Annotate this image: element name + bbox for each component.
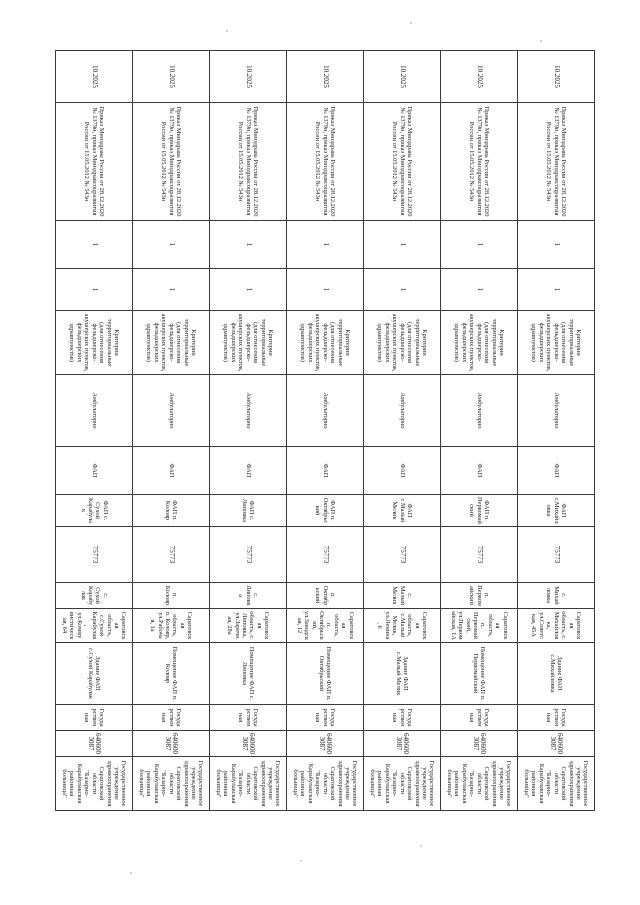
cell-value-1: 1 [56, 269, 133, 311]
cell-locality: с. Сухой Карабулак [56, 583, 133, 609]
cell-criterion: Критерии территориальные (для отнесения фельдшерско-акушерских пунктов, фельдшерских здравпунктов) [441, 311, 518, 375]
cell-locality: п. Октябрьский [287, 583, 364, 609]
cell-type: ФАП [287, 447, 364, 495]
cell-oktmo: 75773 [133, 527, 210, 583]
cell-order: Приказ Минздрава России от 28.12.2020 № 1379н, приказ Минздравсоцразвития России от 15.05.2012 № 543н [56, 103, 133, 221]
table-row [210, 51, 287, 811]
cell-value-2: 1 [133, 221, 210, 269]
cell-inn: 6406003087 [210, 731, 287, 757]
cell-address: Саратовская область, п. Октябрьский, ул.Заводская, 12 [287, 609, 364, 643]
cell-oktmo: 75773 [364, 527, 441, 583]
cell-date: 10.2025 [287, 51, 364, 103]
cell-ownership: Государственная [441, 705, 518, 731]
cell-date: 10.2025 [56, 51, 133, 103]
cell-ownership: Государственная [364, 705, 441, 731]
cell-subdivision: ФАП с. Сухой Карабулак [56, 495, 133, 527]
cell-date: 10.2025 [441, 51, 518, 103]
rotated-table-container [55, 50, 595, 810]
cell-organization: Государственное учреждение здравоохранения Саратовской области "Базарно-Карабулакская районная больница" [441, 757, 518, 811]
cell-subdivision: ФАП с. Липовка [210, 495, 287, 527]
cell-type: ФАП [518, 447, 595, 495]
cell-subdivision: ФАП п. Первомайский [441, 495, 518, 527]
cell-value-2: 1 [56, 221, 133, 269]
cell-object: Помещение ФАП п. Колояр [133, 643, 210, 705]
table-row [364, 51, 441, 811]
cell-inn: 6406003087 [364, 731, 441, 757]
cell-locality: с. Малый Мелик [364, 583, 441, 609]
cell-value-2: 1 [210, 221, 287, 269]
cell-order: Приказ Минздрава России от 28.12.2020 № 1379н, приказ Минздравсоцразвития России от 15.05.2012 № 543н [364, 103, 441, 221]
cell-value-1: 1 [133, 269, 210, 311]
cell-organization: Государственное учреждение здравоохранения Саратовской области "Базарно-Карабулакская районная больница" [287, 757, 364, 811]
cell-order: Приказ Минздрава России от 28.12.2020 № 1379н, приказ Минздравсоцразвития России от 15.05.2012 № 543н [518, 103, 595, 221]
cell-value-1: 1 [364, 269, 441, 311]
cell-organization: Государственное учреждение здравоохранения Саратовской области "Базарно-Карабулакская районная больница" [133, 757, 210, 811]
cell-oktmo: 75773 [210, 527, 287, 583]
cell-locality: с. Михайловка [518, 583, 595, 609]
cell-criterion: Критерии территориальные (для отнесения фельдшерско-акушерских пунктов, фельдшерских здравпунктов) [364, 311, 441, 375]
table-row [287, 51, 364, 811]
cell-address: Саратовская область, п. Колояр, ул.Рабочая, 1а [133, 609, 210, 643]
cell-ownership: Государственная [56, 705, 133, 731]
cell-date: 10.2025 [364, 51, 441, 103]
cell-inn: 6406003087 [287, 731, 364, 757]
cell-address: Саратовская область, с. Михайловка, ул.Советская, 45А [518, 609, 595, 643]
cell-criterion: Критерии территориальные (для отнесения фельдшерско-акушерских пунктов, фельдшерских здравпунктов) [133, 311, 210, 375]
cell-oktmo: 75773 [441, 527, 518, 583]
scan-speck [410, 22, 412, 24]
cell-date: 10.2025 [133, 51, 210, 103]
cell-address: Саратовская область, с. Липовка, ул.Заречная, 28а [210, 609, 287, 643]
cell-value-1: 1 [210, 269, 287, 311]
cell-value-2: 1 [364, 221, 441, 269]
cell-care-form: Амбулаторно [287, 375, 364, 447]
cell-organization: Государственное учреждение здравоохранения Саратовской области "Базарно-Карабулакская районная больница" [56, 757, 133, 811]
cell-organization: Государственное учреждение здравоохранения Саратовской области "Базарно-Карабулакская районная больница" [210, 757, 287, 811]
cell-type: ФАП [133, 447, 210, 495]
scan-speck [130, 872, 132, 874]
cell-date: 10.2025 [518, 51, 595, 103]
cell-value-2: 1 [287, 221, 364, 269]
cell-criterion: Критерии территориальные (для отнесения фельдшерско-акушерских пунктов, фельдшерских здравпунктов) [287, 311, 364, 375]
cell-oktmo: 75773 [287, 527, 364, 583]
table-row [441, 51, 518, 811]
table-row [56, 51, 133, 811]
table-row [133, 51, 210, 811]
cell-inn: 6406003087 [133, 731, 210, 757]
cell-oktmo: 75773 [518, 527, 595, 583]
cell-address: Саратовская область, с.Малый Мелик, ул.Ленина, 6 [364, 609, 441, 643]
cell-care-form: Амбулаторно [133, 375, 210, 447]
cell-ownership: Государственная [287, 705, 364, 731]
cell-oktmo: 75773 [56, 527, 133, 583]
cell-care-form: Амбулаторно [441, 375, 518, 447]
cell-address: Саратовская область, п. Первомайский, ул.Первомайская, 1А [441, 609, 518, 643]
cell-subdivision: ФАП п. Колояр [133, 495, 210, 527]
cell-inn: 6406003087 [518, 731, 595, 757]
cell-order: Приказ Минздрава России от 28.12.2020 № 1379н, приказ Минздравсоцразвития России от 15.05.2012 № 543н [441, 103, 518, 221]
cell-value-2: 1 [518, 221, 595, 269]
cell-organization: Государственное учреждение здравоохранения Саратовской области "Базарно-Карабулакская районная больница" [518, 757, 595, 811]
cell-type: ФАП [56, 447, 133, 495]
cell-locality: с. Липовка [210, 583, 287, 609]
cell-type: ФАП [441, 447, 518, 495]
cell-value-1: 1 [441, 269, 518, 311]
cell-subdivision: ФАП с.Малый Мелик [364, 495, 441, 527]
cell-criterion: Критерии территориальные (для отнесения фельдшерско-акушерских пунктов, фельдшерских здравпунктов) [56, 311, 133, 375]
cell-ownership: Государственная [133, 705, 210, 731]
cell-object: Здание ФАП с.Михайловка [518, 643, 595, 705]
cell-inn: 6406003087 [56, 731, 133, 757]
cell-object: Помещение ФАП с. Липовка [210, 643, 287, 705]
cell-object: Здание ФАП с.Сухой Карабулак [56, 643, 133, 705]
cell-order: Приказ Минздрава России от 28.12.2020 № 1379н, приказ Минздравсоцразвития России от 15.05.2012 № 543н [210, 103, 287, 221]
cell-locality: п. Первомайский [441, 583, 518, 609]
cell-date: 10.2025 [210, 51, 287, 103]
cell-locality: п. Колояр [133, 583, 210, 609]
cell-subdivision: ФАП с.Михайловка [518, 495, 595, 527]
cell-order: Приказ Минздрава России от 28.12.2020 № 1379н, приказ Минздравсоцразвития России от 15.05.2012 № 543н [287, 103, 364, 221]
cell-address: Саратовская область, с.Сухой Карабулак, ул.Коммунистическая, 64 [56, 609, 133, 643]
cell-value-2: 1 [441, 221, 518, 269]
cell-type: ФАП [210, 447, 287, 495]
cell-order: Приказ Минздрава России от 28.12.2020 № 1379н, приказ Минздравсоцразвития России от 15.05.2012 № 543н [133, 103, 210, 221]
table-row [518, 51, 595, 811]
scan-speck [300, 860, 302, 862]
cell-object: Здание ФАП с.Малый Мелик [364, 643, 441, 705]
scan-speck [226, 30, 228, 32]
cell-organization: Государственное учреждение здравоохранения Саратовской области "Базарно-Карабулакская районная больница" [364, 757, 441, 811]
cell-object: Помещение ФАП п. Первомайский [441, 643, 518, 705]
cell-value-1: 1 [287, 269, 364, 311]
cell-ownership: Государственная [210, 705, 287, 731]
cell-type: ФАП [364, 447, 441, 495]
cell-care-form: Амбулаторно [210, 375, 287, 447]
scan-speck [540, 40, 542, 42]
cell-object: Помещение ФАП п. Октябрьский [287, 643, 364, 705]
cell-ownership: Государственная [518, 705, 595, 731]
cell-subdivision: ФАП п. Октябрьский [287, 495, 364, 527]
cell-care-form: Амбулаторно [56, 375, 133, 447]
cell-criterion: Критерии территориальные (для отнесения фельдшерско-акушерских пунктов, фельдшерских здравпунктов) [518, 311, 595, 375]
medical-organization-table [55, 50, 595, 811]
cell-inn: 6406003087 [441, 731, 518, 757]
cell-care-form: Амбулаторно [518, 375, 595, 447]
cell-care-form: Амбулаторно [364, 375, 441, 447]
scan-speck [420, 845, 422, 847]
cell-criterion: Критерии территориальные (для отнесения фельдшерско-акушерских пунктов, фельдшерских здравпунктов) [210, 311, 287, 375]
cell-value-1: 1 [518, 269, 595, 311]
